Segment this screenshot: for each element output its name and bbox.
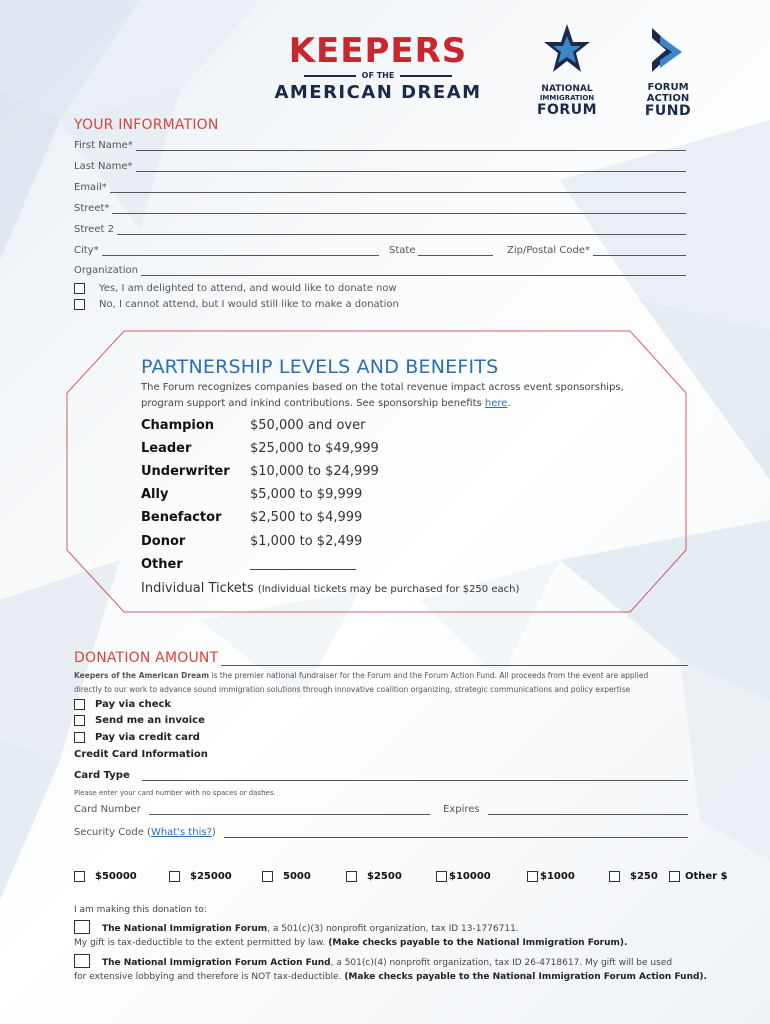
amount-checkbox[interactable] [169, 871, 180, 882]
organization-label: Organization [74, 265, 138, 276]
amount-option[interactable] [436, 871, 491, 882]
level-name: Other [141, 557, 183, 572]
donation-amount-field[interactable] [74, 650, 688, 666]
zip-label: Zip/Postal Code* [507, 245, 590, 256]
faf-logo-line1: FORUM [647, 82, 689, 93]
amount-option[interactable] [609, 871, 658, 882]
card-number-input[interactable] [149, 805, 430, 815]
level-range: $25,000 to $49,999 [250, 441, 379, 456]
card-type-field[interactable] [74, 770, 688, 781]
your-information-heading: YOUR INFORMATION [74, 117, 219, 133]
amount-label: Other $ [685, 871, 728, 882]
send-invoice-option[interactable] [74, 715, 205, 726]
amount-label: $2500 [367, 871, 402, 882]
street-label: Street* [74, 203, 110, 214]
amount-checkbox[interactable] [74, 871, 85, 882]
partnership-desc-line1: The Forum recognizes companies based on the total revenue impact across event sponsorships, [141, 382, 624, 393]
level-range: $1,000 to $2,499 [250, 534, 363, 549]
amount-option[interactable] [346, 871, 402, 882]
donation-desc-line1: is the premier national fundraiser for the Forum and the Forum Action Fund. All proceeds from the event are applied [209, 671, 649, 680]
last-name-label: Last Name* [74, 161, 133, 172]
amount-checkbox[interactable] [262, 871, 273, 882]
level-name: Champion [141, 418, 215, 433]
donation-amount-input[interactable] [221, 653, 688, 666]
pay-check-checkbox[interactable] [74, 699, 85, 710]
pay-credit-checkbox[interactable] [74, 732, 85, 743]
first-name-label: First Name* [74, 140, 133, 151]
keepers-logo-subtitle: AMERICAN DREAM [274, 82, 482, 103]
expires-field[interactable] [443, 804, 688, 815]
donation-desc-line2: directly to our work to advance sound immigration solutions through innovative coalition organizing, strategic communications and policy expertise [74, 685, 631, 694]
level-range: $5,000 to $9,999 [250, 487, 363, 502]
keepers-logo-title: KEEPERS [288, 31, 468, 71]
level-name: Donor [141, 534, 186, 549]
gift-faf-detail: , a 501(c)(4) nonprofit organization, tax ID 26-4718617. My gift will be used [330, 958, 673, 968]
security-code-label: Security Code ( [74, 827, 151, 838]
amount-label: $50000 [95, 871, 137, 882]
pay-credit-option[interactable] [74, 732, 200, 743]
nif-logo-line1: NATIONAL [541, 84, 593, 94]
whats-this-link[interactable]: What's this? [150, 827, 212, 838]
individual-tickets-note: (Individual tickets may be purchased for $250 each) [257, 584, 520, 595]
level-name: Underwriter [141, 464, 230, 479]
level-row [141, 510, 362, 525]
individual-tickets [141, 581, 519, 596]
amount-label: $1000 [540, 871, 575, 882]
security-code-input[interactable] [224, 828, 688, 838]
level-range: $10,000 to $24,999 [250, 464, 379, 479]
gift-nif-name: The National Immigration Forum [102, 924, 268, 934]
nif-logo-line2: IMMIGRATION [539, 94, 595, 102]
credit-card-info-heading: Credit Card Information [74, 749, 208, 760]
individual-tickets-label: Individual Tickets [141, 581, 254, 596]
level-row [141, 464, 379, 479]
expires-label: Expires [443, 804, 480, 815]
amount-checkbox[interactable] [346, 871, 357, 882]
attend-yes-label: Yes, I am delighted to attend, and would like to donate now [99, 283, 397, 294]
street2-label: Street 2 [74, 224, 114, 235]
level-row [141, 534, 362, 549]
faf-logo-line3: FUND [644, 103, 692, 119]
amount-checkbox[interactable] [436, 871, 447, 882]
gift-intro: I am making this donation to: [74, 905, 207, 915]
amount-option[interactable] [262, 871, 311, 882]
amount-label: $10000 [449, 871, 491, 882]
sponsorship-benefits-link[interactable]: here [484, 398, 508, 409]
gift-nif-checkbox[interactable] [74, 920, 90, 934]
gift-faf-checkbox[interactable] [74, 954, 90, 968]
attend-no-label: No, I cannot attend, but I would still like to make a donation [99, 299, 399, 310]
city-label: City* [74, 245, 99, 256]
level-name: Leader [141, 441, 192, 456]
gift-nif-line2: My gift is tax-deductible to the extent permitted by law. (Make checks payable to the National Immigration Forum). [74, 938, 628, 948]
level-name: Ally [141, 487, 169, 502]
partnership-desc-line2: program support and inkind contributions. See sponsorship benefits here. [141, 398, 511, 409]
amount-label: $25000 [190, 871, 232, 882]
donation-description [74, 669, 694, 697]
partnership-description [141, 380, 661, 412]
partnership-heading: PARTNERSHIP LEVELS AND BENEFITS [141, 356, 499, 378]
level-row [141, 487, 362, 502]
card-number-field[interactable] [74, 804, 430, 815]
send-invoice-checkbox[interactable] [74, 715, 85, 726]
amount-checkbox[interactable] [669, 871, 680, 882]
nif-logo-line3: FORUM [536, 102, 598, 118]
card-number-note: Please enter your card number with no spaces or dashes. [74, 789, 276, 797]
card-type-label: Card Type [74, 770, 130, 781]
donation-desc-event: Keepers of the American Dream [74, 671, 210, 680]
level-range: $50,000 and over [250, 418, 366, 433]
level-name: Benefactor [141, 510, 222, 525]
level-range: $2,500 to $4,999 [250, 510, 363, 525]
amount-checkbox[interactable] [527, 871, 538, 882]
card-type-input[interactable] [142, 771, 688, 781]
amount-option[interactable] [527, 871, 575, 882]
donation-amount-heading: DONATION AMOUNT [74, 650, 219, 666]
expires-input[interactable] [488, 805, 688, 815]
gift-nif-option[interactable] [74, 920, 519, 934]
level-row [141, 441, 379, 456]
amount-label: $250 [630, 871, 658, 882]
send-invoice-label: Send me an invoice [95, 715, 205, 726]
email-label: Email* [74, 182, 107, 193]
gift-faf-line2: for extensive lobbying and therefore is NOT tax-deductible. (Make checks payable to the National Immigration Forum Action Fund). [74, 972, 707, 982]
gift-faf-name: The National Immigration Forum Action Fund [102, 958, 331, 968]
amount-option[interactable] [169, 871, 232, 882]
state-label: State [389, 245, 416, 256]
pay-check-option[interactable] [74, 699, 171, 710]
pay-check-label: Pay via check [95, 699, 172, 710]
card-number-label: Card Number [74, 804, 141, 815]
amount-checkbox[interactable] [609, 871, 620, 882]
level-row-other[interactable] [141, 557, 356, 572]
other-amount-input[interactable] [250, 557, 356, 570]
gift-nif-detail: , a 501(c)(3) nonprofit organization, tax ID 13-1776711. [267, 924, 519, 934]
keepers-logo-of-the: OF THE [361, 71, 395, 80]
pay-credit-label: Pay via credit card [95, 732, 200, 743]
amount-option-other[interactable] [669, 871, 728, 882]
amount-option[interactable] [74, 871, 137, 882]
faf-logo-line2: ACTION [646, 93, 690, 104]
security-code-field[interactable]: Security Code ( What's this? ) [74, 827, 688, 838]
amount-label: 5000 [283, 871, 311, 882]
gift-faf-option[interactable] [74, 954, 672, 968]
level-row [141, 418, 365, 433]
